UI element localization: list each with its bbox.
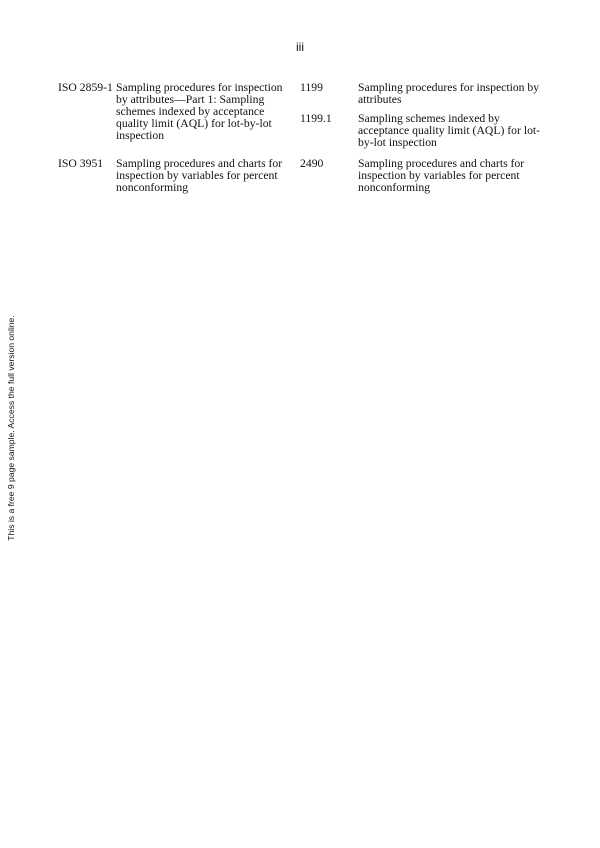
as-number: 2490 [300, 157, 324, 170]
iso-title-line: by attributes—Part 1: Sampling [116, 93, 265, 106]
iso-title-line: Sampling procedures for inspection [116, 81, 283, 94]
iso-title-line: schemes indexed by acceptance [116, 105, 265, 118]
iso-code: ISO 2859-1 [58, 81, 113, 94]
iso-title-line: Sampling procedures and charts for [116, 157, 283, 170]
as-title [358, 158, 524, 194]
iso-title-line: inspection [116, 129, 165, 142]
iso-title-line: quality limit (AQL) for lot-by-lot [116, 117, 272, 130]
as-title-line: by-lot inspection [358, 136, 437, 149]
iso-title [116, 158, 282, 194]
as-title-line: Sampling procedures and charts for [358, 157, 525, 170]
iso-code: ISO 3951 [58, 157, 104, 170]
as-number: 1199 [300, 81, 323, 94]
as-title-line: inspection by variables for percent [358, 169, 520, 182]
as-title [358, 113, 540, 149]
iso-title [116, 82, 283, 142]
as-title [358, 82, 539, 106]
as-title-line: Sampling procedures for inspection by [358, 81, 540, 94]
as-title-line: nonconforming [358, 181, 431, 194]
page-number: iii [296, 40, 304, 54]
as-title-line: Sampling schemes indexed by [358, 112, 500, 125]
iso-title-line: inspection by variables for percent [116, 169, 278, 182]
as-title-line: acceptance quality limit (AQL) for lot- [358, 124, 541, 137]
iso-title-line: nonconforming [116, 181, 189, 194]
as-title-line: attributes [358, 93, 402, 106]
side-note: This is a free 9 page sample. Access the full version online. [6, 315, 16, 541]
as-number: 1199.1 [300, 112, 332, 125]
